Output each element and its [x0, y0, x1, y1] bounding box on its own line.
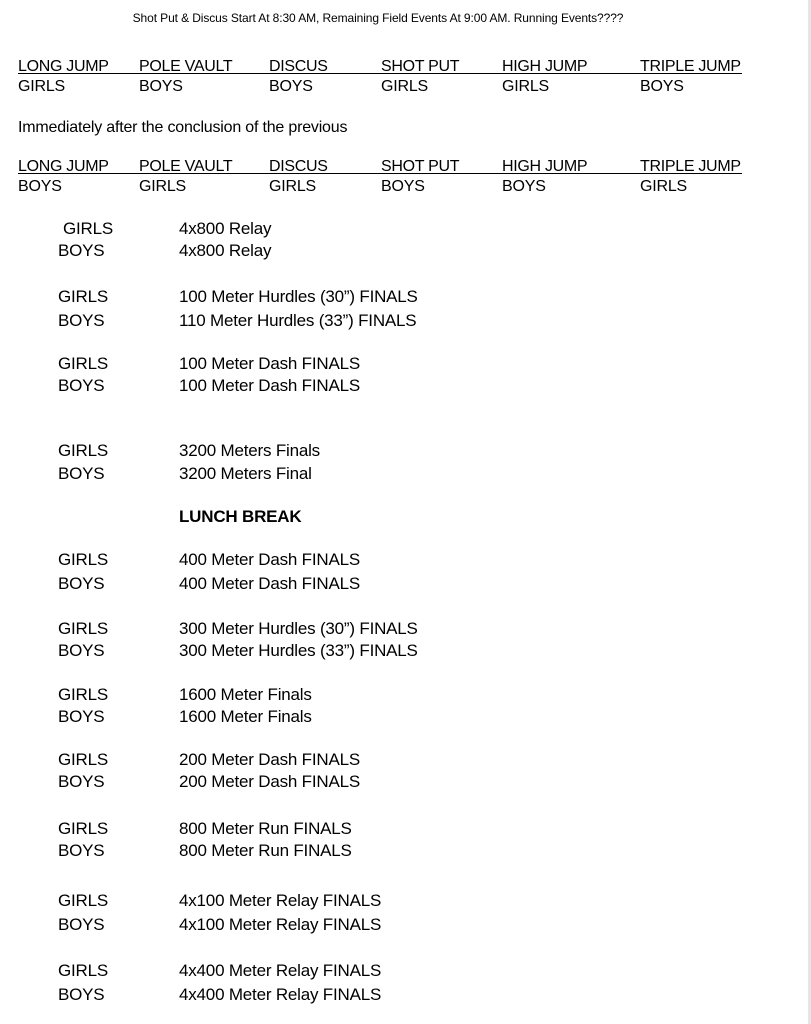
running-event-name: 400 Meter Dash FINALS	[179, 574, 360, 593]
running-event-gender: BOYS	[58, 641, 105, 660]
running-event-name: 4x800 Relay	[179, 219, 272, 238]
field-event-name: POLE VAULT	[139, 158, 233, 175]
running-event-name: 100 Meter Hurdles (30”) FINALS	[179, 287, 418, 306]
running-event-gender: BOYS	[58, 915, 105, 934]
field-event-name: LONG JUMP	[18, 58, 109, 75]
field-event	[139, 158, 232, 196]
running-event-name: 1600 Meter Finals	[179, 707, 312, 726]
running-event-gender: BOYS	[58, 376, 105, 395]
running-event-name: 4x100 Meter Relay FINALS	[179, 891, 382, 910]
running-event-name: 800 Meter Run FINALS	[179, 841, 352, 860]
field-event-gender: GIRLS	[381, 78, 429, 95]
field-session-1	[18, 58, 742, 98]
running-event-name: 4x100 Meter Relay FINALS	[179, 915, 382, 934]
field-event	[502, 158, 587, 196]
field-event-name: SHOT PUT	[381, 158, 460, 175]
running-event-gender: GIRLS	[63, 219, 114, 238]
field-event-gender: BOYS	[18, 178, 62, 195]
page-header: Shot Put & Discus Start At 8:30 AM, Remaining Field Events At 9:00 AM. Running Events????	[132, 11, 624, 25]
running-event-gender: BOYS	[58, 707, 105, 726]
field-event-name: POLE VAULT	[139, 58, 233, 75]
field-event-gender: GIRLS	[139, 178, 187, 195]
field-event-name: TRIPLE JUMP	[640, 158, 741, 175]
field-event	[18, 158, 109, 196]
field-event-gender: BOYS	[139, 78, 183, 95]
field-event	[502, 58, 587, 96]
running-event-gender: BOYS	[58, 772, 105, 791]
field-event-name: HIGH JUMP	[502, 58, 588, 75]
running-event-gender: GIRLS	[58, 819, 109, 838]
running-event-name: 4x400 Meter Relay FINALS	[179, 985, 382, 1004]
field-event-name: TRIPLE JUMP	[640, 58, 741, 75]
running-event-gender: BOYS	[58, 311, 105, 330]
running-event-gender: GIRLS	[58, 891, 109, 910]
field-event	[640, 58, 741, 96]
field-event-name: LONG JUMP	[18, 158, 109, 175]
field-event-gender: BOYS	[640, 78, 684, 95]
running-event-gender: BOYS	[58, 241, 105, 260]
running-event-gender: GIRLS	[58, 354, 109, 373]
running-event-gender: BOYS	[58, 574, 105, 593]
running-event-name: 110 Meter Hurdles (33”) FINALS	[179, 311, 417, 330]
running-event-name: 300 Meter Hurdles (30”) FINALS	[179, 619, 418, 638]
field-event-gender: BOYS	[502, 178, 546, 195]
running-event-gender: GIRLS	[58, 619, 109, 638]
field-event-gender: BOYS	[381, 178, 425, 195]
underline	[18, 73, 742, 74]
field-event-gender: GIRLS	[269, 178, 317, 195]
running-event-name: 100 Meter Dash FINALS	[179, 376, 360, 395]
running-event-name: 100 Meter Dash FINALS	[179, 354, 360, 373]
field-event	[269, 158, 328, 196]
running-event-gender: BOYS	[58, 464, 105, 483]
running-event-name: 400 Meter Dash FINALS	[179, 550, 360, 569]
running-event-name: 200 Meter Dash FINALS	[179, 772, 360, 791]
field-event-gender: GIRLS	[502, 78, 550, 95]
field-event-name: HIGH JUMP	[502, 158, 588, 175]
running-event-name: 3200 Meters Finals	[179, 441, 320, 460]
running-event-name: 1600 Meter Finals	[179, 685, 312, 704]
running-event-name: 800 Meter Run FINALS	[179, 819, 352, 838]
field-event-name: SHOT PUT	[381, 58, 460, 75]
running-event-name: 200 Meter Dash FINALS	[179, 750, 360, 769]
field-event-gender: BOYS	[269, 78, 313, 95]
running-event-gender: GIRLS	[58, 287, 109, 306]
running-event-gender: BOYS	[58, 985, 105, 1004]
running-event-gender: GIRLS	[58, 441, 109, 460]
running-event-name: 3200 Meters Final	[179, 464, 312, 483]
running-event-name: 4x800 Relay	[179, 241, 272, 260]
field-event	[381, 58, 459, 96]
lunch-break: LUNCH BREAK	[179, 507, 302, 526]
running-event-gender: GIRLS	[58, 685, 109, 704]
running-event-name: 300 Meter Hurdles (33”) FINALS	[179, 641, 418, 660]
field-event	[381, 158, 459, 196]
session-note: Immediately after the conclusion of the previous	[18, 119, 348, 136]
field-event	[269, 58, 328, 96]
field-event	[139, 58, 232, 96]
field-event-name: DISCUS	[269, 58, 328, 75]
field-event-name: DISCUS	[269, 158, 328, 175]
running-event-gender: BOYS	[58, 841, 105, 860]
running-event-name: 4x400 Meter Relay FINALS	[179, 961, 382, 980]
field-event	[640, 158, 741, 196]
running-event-gender: GIRLS	[58, 750, 109, 769]
field-event	[18, 58, 109, 96]
field-session-2	[18, 158, 742, 198]
running-event-gender: GIRLS	[58, 961, 109, 980]
field-event-gender: GIRLS	[640, 178, 688, 195]
running-event-gender: GIRLS	[58, 550, 109, 569]
field-event-gender: GIRLS	[18, 78, 66, 95]
underline	[18, 173, 742, 174]
